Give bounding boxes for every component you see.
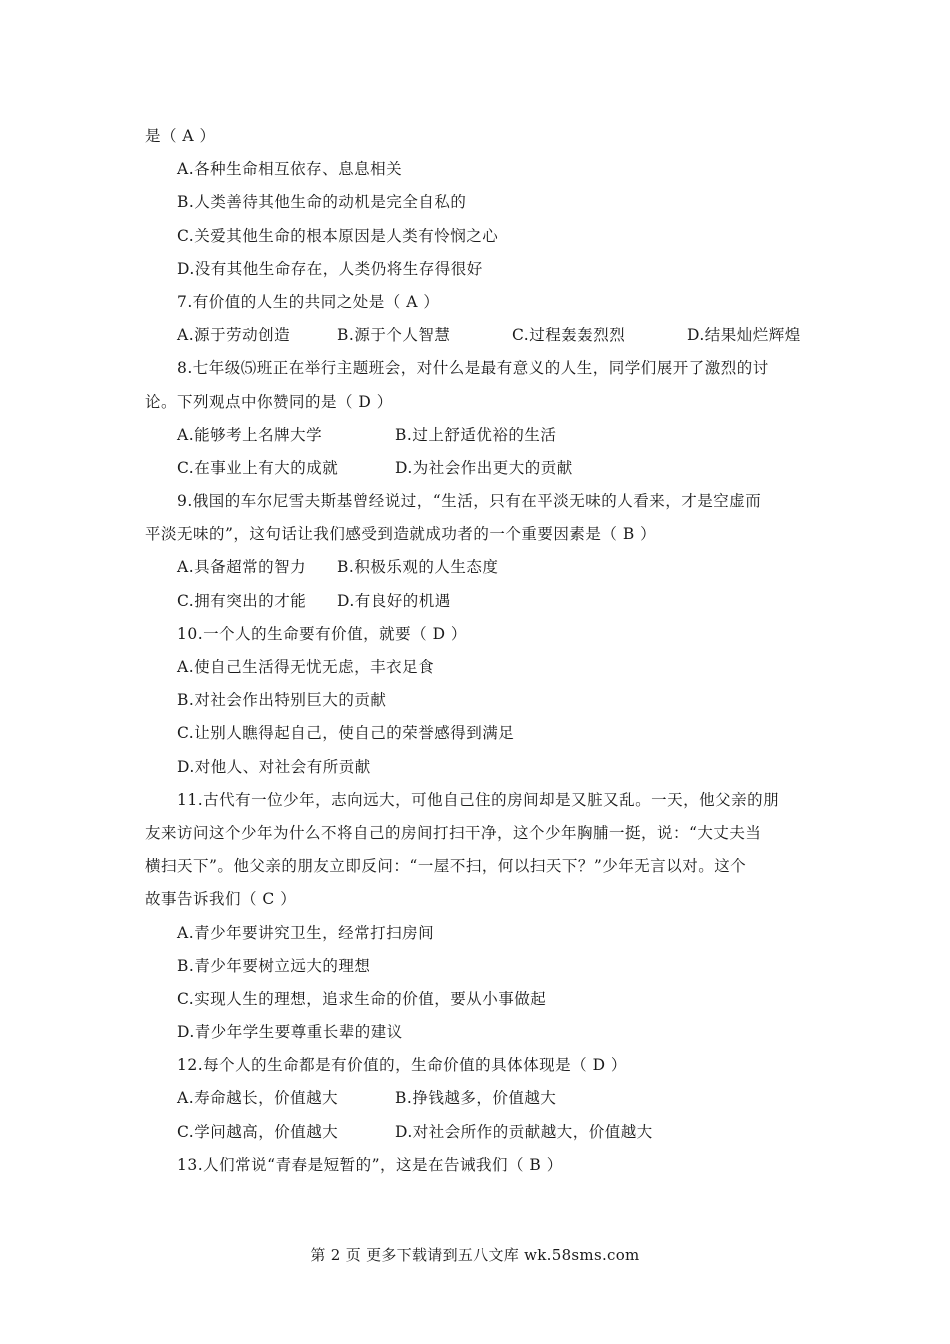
question-10: 10.一个人的生命要有价值，就要（ D ） bbox=[177, 624, 467, 643]
question-7-options bbox=[145, 319, 810, 352]
option-a: A.寿命越长，价值越大 bbox=[177, 1089, 339, 1108]
question-12: 12.每个人的生命都是有价值的，生命价值的具体体现是（ D ） bbox=[177, 1056, 627, 1075]
option-c: C.学问越高，价值越大 bbox=[177, 1122, 339, 1141]
question-9-options-row bbox=[145, 551, 810, 584]
option-c: C.拥有突出的才能 bbox=[177, 591, 307, 610]
option-d: D.有良好的机遇 bbox=[337, 591, 451, 610]
question-9: 9.俄国的车尔尼雪夫斯基曾经说过，“生活，只有在平淡无味的人看来，才是空虚而 bbox=[177, 492, 762, 511]
question-8-cont: 论。下列观点中你赞同的是（ D ） bbox=[145, 392, 393, 411]
option-line: C.实现人生的理想，追求生命的价值，要从小事做起 bbox=[177, 989, 547, 1008]
option-line: B.人类善待其他生命的动机是完全自私的 bbox=[177, 193, 467, 212]
question-13: 13.人们常说“青春是短暂的”，这是在告诫我们（ B ） bbox=[177, 1155, 563, 1174]
question-11-cont: 故事告诉我们（ C ） bbox=[145, 890, 297, 909]
option-c: C.在事业上有大的成就 bbox=[177, 458, 339, 477]
option-b: B.积极乐观的人生态度 bbox=[337, 558, 499, 577]
question-7: 7.有价值的人生的共同之处是（ A ） bbox=[177, 292, 440, 311]
option-d: D.为社会作出更大的贡献 bbox=[395, 458, 573, 477]
page-footer: 第 2 页 更多下载请到五八文库 wk.58sms.com bbox=[310, 1246, 640, 1264]
option-line: B.青少年要树立远大的理想 bbox=[177, 956, 371, 975]
option-line: A.各种生命相互依存、息息相关 bbox=[177, 160, 403, 179]
question-8-options-row bbox=[145, 452, 810, 485]
question-11-cont: 横扫天下”。他父亲的朋友立即反问：“一屋不扫，何以扫天下？”少年无言以对。这个 bbox=[145, 857, 747, 876]
option-b: B.过上舒适优裕的生活 bbox=[395, 425, 557, 444]
text-line: 是（ A ） bbox=[145, 127, 216, 145]
question-12-options-row bbox=[145, 1116, 810, 1149]
question-8: 8.七年级⑸班正在举行主题班会，对什么是最有意义的人生，同学们展开了激烈的讨 bbox=[177, 359, 769, 378]
option-line: C.让别人瞧得起自己，使自己的荣誉感得到满足 bbox=[177, 724, 515, 743]
option-line: A.青少年要讲究卫生，经常打扫房间 bbox=[177, 923, 435, 942]
question-11: 11.古代有一位少年，志向远大，可他自己住的房间却是又脏又乱。一天，他父亲的朋 bbox=[177, 790, 780, 809]
option-line: C.关爱其他生命的根本原因是人类有怜悯之心 bbox=[177, 226, 499, 245]
option-c: C.过程轰轰烈烈 bbox=[512, 326, 626, 345]
question-11-cont: 友来访问这个少年为什么不将自己的房间打扫干净，这个少年胸脯一挺，说：“大丈夫当 bbox=[145, 823, 762, 842]
option-line: D.青少年学生要尊重长辈的建议 bbox=[177, 1023, 403, 1042]
question-9-cont: 平淡无味的”，这句话让我们感受到造就成功者的一个重要因素是（ B ） bbox=[145, 525, 657, 544]
option-a: A.能够考上名牌大学 bbox=[177, 425, 323, 444]
option-d: D.对社会所作的贡献越大，价值越大 bbox=[395, 1122, 653, 1141]
question-8-options-row bbox=[145, 419, 810, 452]
option-line: D.对他人、对社会有所贡献 bbox=[177, 757, 371, 776]
question-12-options-row bbox=[145, 1082, 810, 1115]
option-b: B.挣钱越多，价值越大 bbox=[395, 1089, 557, 1108]
option-a: A.源于劳动创造 bbox=[177, 326, 291, 345]
page-content bbox=[145, 120, 810, 1182]
question-9-options-row bbox=[145, 585, 810, 618]
option-line: A.使自己生活得无忧无虑，丰衣足食 bbox=[177, 658, 435, 676]
option-b: B.源于个人智慧 bbox=[337, 326, 451, 345]
option-d: D.结果灿烂辉煌 bbox=[687, 326, 801, 345]
option-a: A.具备超常的智力 bbox=[177, 558, 307, 577]
option-line: D.没有其他生命存在，人类仍将生存得很好 bbox=[177, 259, 483, 278]
option-line: B.对社会作出特别巨大的贡献 bbox=[177, 691, 387, 710]
